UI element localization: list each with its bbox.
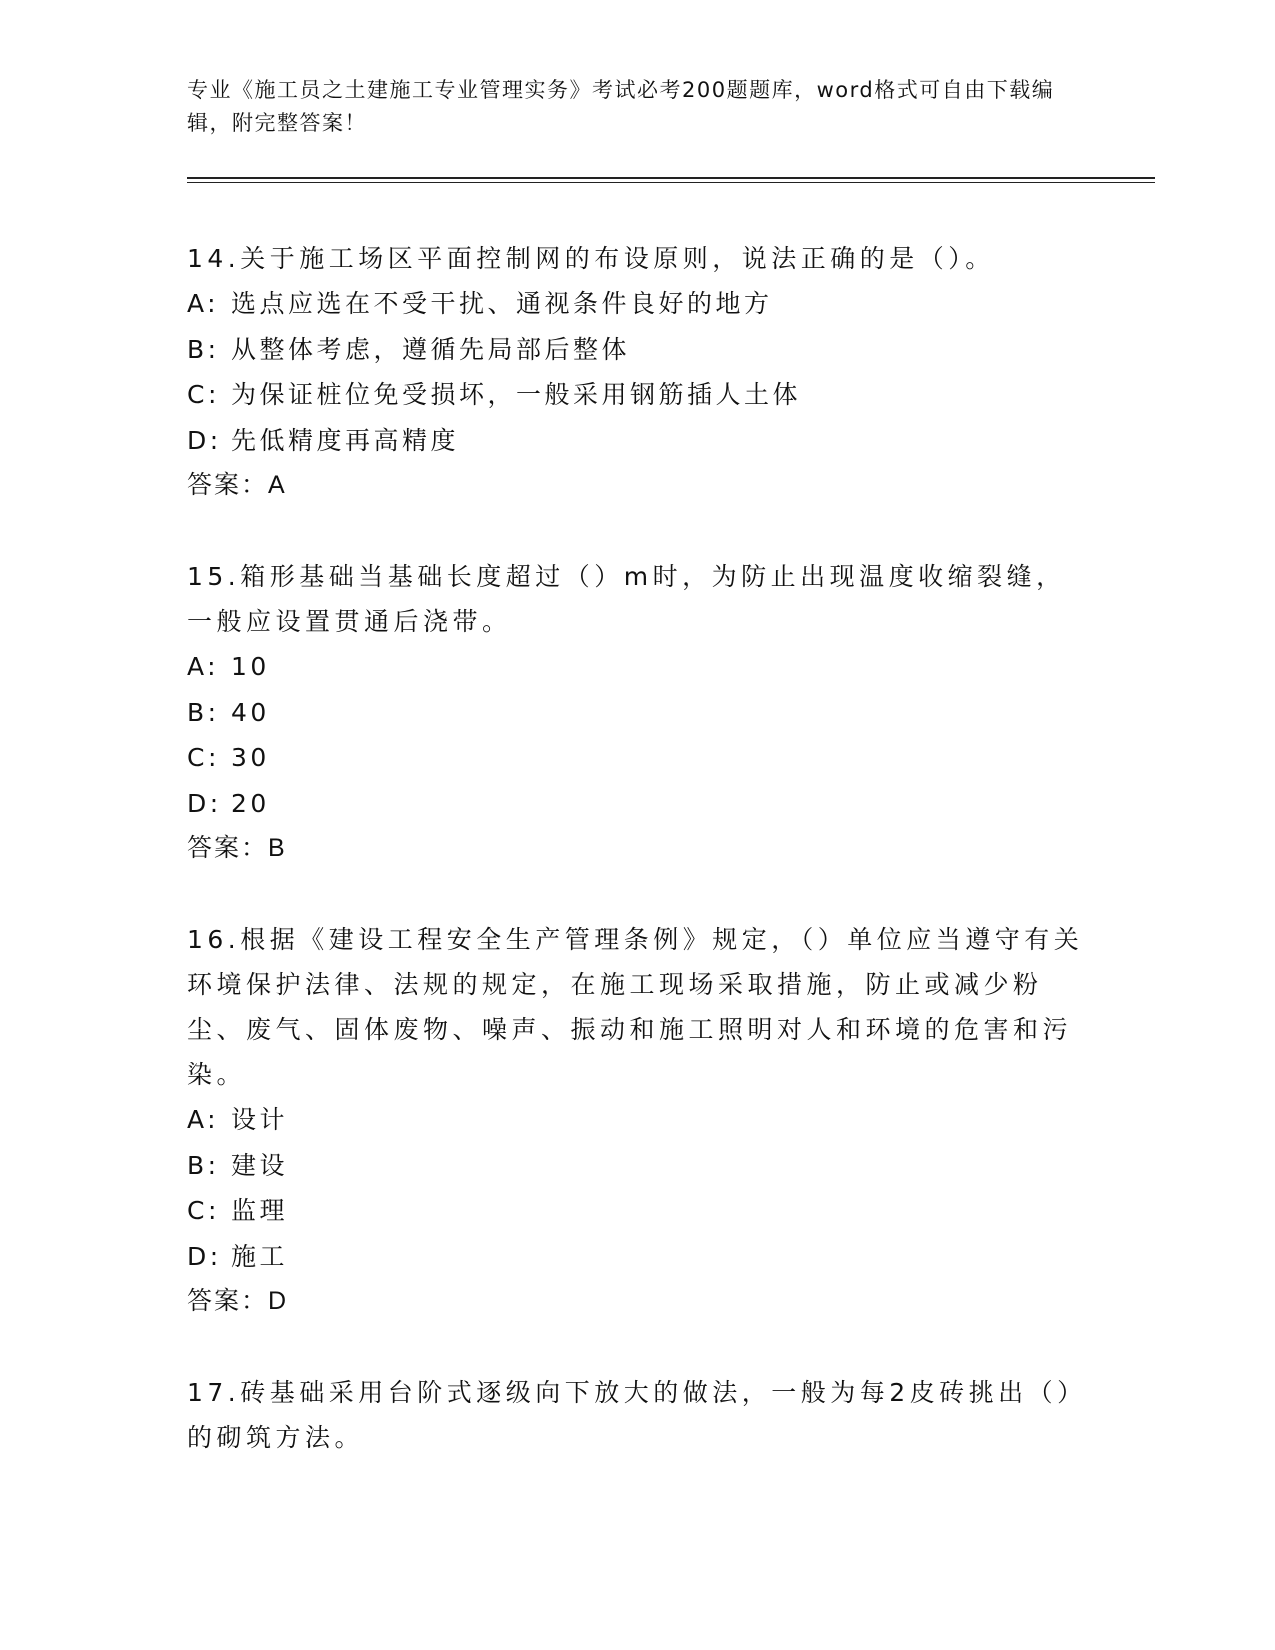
option-key: A: xyxy=(187,1105,220,1134)
option-text: 建设 xyxy=(231,1150,289,1180)
question-stem: 14.关于施工场区平面控制网的布设原则，说法正确的是（）。 xyxy=(187,244,995,273)
option-text: 监理 xyxy=(231,1196,289,1225)
option-text: 30 xyxy=(231,743,270,772)
option-key: C: xyxy=(187,743,220,772)
question-list xyxy=(187,236,1087,1506)
option-text: 为保证桩位免受损坏，一般采用钢筋插人土体 xyxy=(231,380,802,409)
question-stem: 16.根据《建设工程安全生产管理条例》规定，（）单位应当遵守有关环境保护法律、法规的规定，在施工现场采取措施，防止或减少粉尘、废气、固体废物、噪声、振动和施工照明对人和环境的危害和污染。 xyxy=(187,925,1084,1089)
option-text: 40 xyxy=(231,697,270,727)
answer-line: 答案：B xyxy=(187,834,287,862)
option-key: B: xyxy=(187,697,220,727)
option-text: 先低精度再高精度 xyxy=(231,425,460,455)
option-text: 10 xyxy=(231,652,270,681)
option-key: C: xyxy=(187,1196,220,1225)
option-text: 从整体考虑，遵循先局部后整体 xyxy=(231,334,631,364)
option-key: B: xyxy=(187,1150,220,1180)
document-header: 专业《施工员之土建施工专业管理实务》考试必考200题题库，word格式可自由下载编辑，附完整答案！ xyxy=(187,78,1055,135)
option-b xyxy=(187,1143,1087,1189)
question-16 xyxy=(187,917,1087,1324)
question-14 xyxy=(187,236,1087,508)
option-d xyxy=(187,1234,1087,1280)
question-15 xyxy=(187,554,1087,871)
option-key: D: xyxy=(187,425,222,455)
answer-line: 答案：D xyxy=(187,1287,289,1315)
option-a xyxy=(187,644,1087,690)
option-text: 设计 xyxy=(231,1105,289,1134)
option-key: D: xyxy=(187,1241,222,1271)
option-key: B: xyxy=(187,334,220,364)
option-key: D: xyxy=(187,788,222,818)
question-stem: 15.箱形基础当基础长度超过（）m时，为防止出现温度收缩裂缝，一般应设置贯通后浇带。 xyxy=(187,562,1066,636)
option-key: A: xyxy=(187,652,220,681)
option-d xyxy=(187,781,1087,827)
header-divider xyxy=(187,177,1155,183)
option-text: 选点应选在不受干扰、通视条件良好的地方 xyxy=(231,289,773,318)
option-text: 施工 xyxy=(231,1241,289,1271)
option-b xyxy=(187,690,1087,736)
option-d xyxy=(187,418,1087,464)
answer-line: 答案：A xyxy=(187,471,287,499)
question-stem: 17.砖基础采用台阶式逐级向下放大的做法，一般为每2皮砖挑出（）的砌筑方法。 xyxy=(187,1378,1087,1452)
option-a xyxy=(187,1097,1087,1143)
option-c xyxy=(187,1188,1087,1234)
option-c xyxy=(187,372,1087,418)
question-17 xyxy=(187,1370,1087,1460)
option-key: C: xyxy=(187,380,220,409)
option-c xyxy=(187,735,1087,781)
option-key: A: xyxy=(187,289,220,318)
option-a xyxy=(187,281,1087,327)
option-b xyxy=(187,327,1087,373)
option-text: 20 xyxy=(231,788,270,818)
